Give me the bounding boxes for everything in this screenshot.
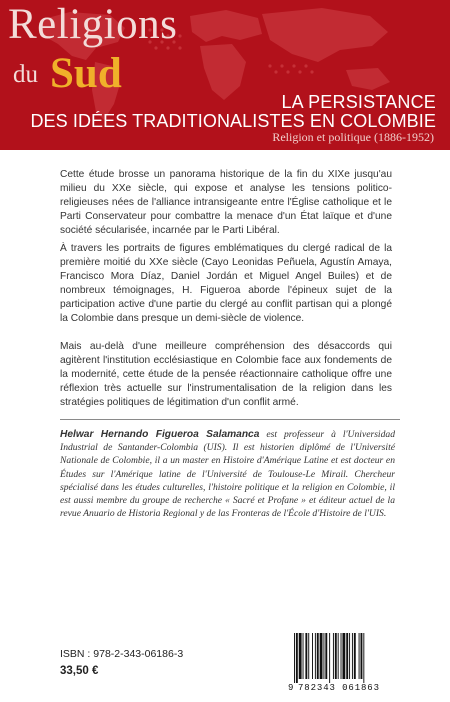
barcode-bar	[323, 633, 324, 679]
series-title-sud: Sud	[50, 50, 122, 97]
series-title-du: du	[13, 61, 38, 88]
barcode-bar	[338, 633, 339, 679]
barcode-bar	[342, 633, 345, 679]
barcode-bar	[294, 633, 295, 683]
barcode-bar	[341, 633, 342, 679]
barcode-bar	[299, 633, 302, 679]
barcode-bar	[346, 633, 348, 679]
barcode	[290, 633, 400, 693]
book-title-line-2: DES IDÉES TRADITIONALISTES EN COLOMBIE	[30, 111, 436, 131]
price: 33,50 €	[60, 665, 99, 677]
barcode-bar	[363, 633, 364, 683]
author-bio-text: est professeur à l'Universidad Industrial de Santander-Colombia (UIS). Il est historien diplômé de l'Université Nationale de Colombie, il a un master en Histoire d'Amérique Latine et est docteur en Études sur l'Amérique latine de l'Université de Toulouse-Le Mirail. Chercheur spécialisé dans les études culturelles, l'histoire politique et la religion en Colombie, il est aussi membre du groupe de recherche « Sacré et Profane » et éditeur actuel de la revue Anuario de Historia Regional y de las Fronteras de l'École d'Histoire de l'UIS.	[60, 429, 395, 520]
book-title-line-1: LA PERSISTANCE	[281, 92, 436, 112]
barcode-bar	[333, 633, 334, 679]
barcode-bar	[317, 633, 319, 679]
barcode-bar	[325, 633, 327, 679]
barcode-bar	[361, 633, 363, 679]
barcode-bar	[320, 633, 323, 679]
barcode-digits: 782343 061863	[298, 683, 380, 693]
barcode-bar	[329, 633, 330, 683]
barcode-bar	[296, 633, 298, 683]
author-name: Helwar Hernando Figueroa Salamanca	[60, 429, 260, 440]
book-subtitle: Religion et politique (1886-1952)	[272, 130, 434, 144]
series-title: Religions	[8, 1, 178, 48]
summary-paragraph-1: Cette étude brosse un panorama historique de la fin du XIXe jusqu'au milieu du XXe siècle, qui expose et analyse les tensions politico-religieuses nées de l'alliance intransigeante entre l'Église catholique et le Parti Conservateur pour combattre la menace d'un État laïque et d'une société sécularisée, incarnée par le Parti Libéral.	[60, 169, 392, 236]
summary-paragraph-3: Mais au-delà d'une meilleure compréhension des désaccords qui agitèrent l'institution ecclésiastique en Colombie face aux fondements de la modernité, cette étude de la pensée réactionnaire catholique offre une réflexion très actuelle sur l'instrumentalisation de la religion dans les stratégies politiques de légitimation d'un conflit armé.	[60, 341, 392, 408]
barcode-bar	[352, 633, 353, 679]
barcode-bar	[359, 633, 360, 679]
barcode-lead-digit: 9	[288, 683, 294, 693]
summary-paragraph-2: À travers les portraits de figures emblématiques du clergé radical de la première moitié du XXe siècle (Cayo Leonidas Peñuela, Agustín Amaya, Francisco Mora Díaz, Daniel Jordán et Miguel Angel Builes) et de nombreux témoignages, H. Figueroa aborde l'épineux sujet de la participation active d'une partie du clergé au conflit partisan qui a plongé la Colombie dans presque un demi-siècle de violence.	[60, 243, 392, 324]
barcode-bar	[335, 633, 337, 679]
barcode-bar	[305, 633, 307, 679]
barcode-bar	[315, 633, 316, 679]
author-bio	[60, 428, 395, 520]
barcode-bar	[354, 633, 356, 679]
divider	[60, 419, 400, 420]
barcode-bar	[312, 633, 313, 679]
barcode-bar	[303, 633, 304, 679]
isbn: ISBN : 978-2-343-06186-3	[60, 648, 184, 660]
barcode-bar	[308, 633, 309, 679]
barcode-bars	[290, 633, 400, 683]
header-banner	[0, 0, 450, 150]
barcode-bar	[349, 633, 350, 679]
